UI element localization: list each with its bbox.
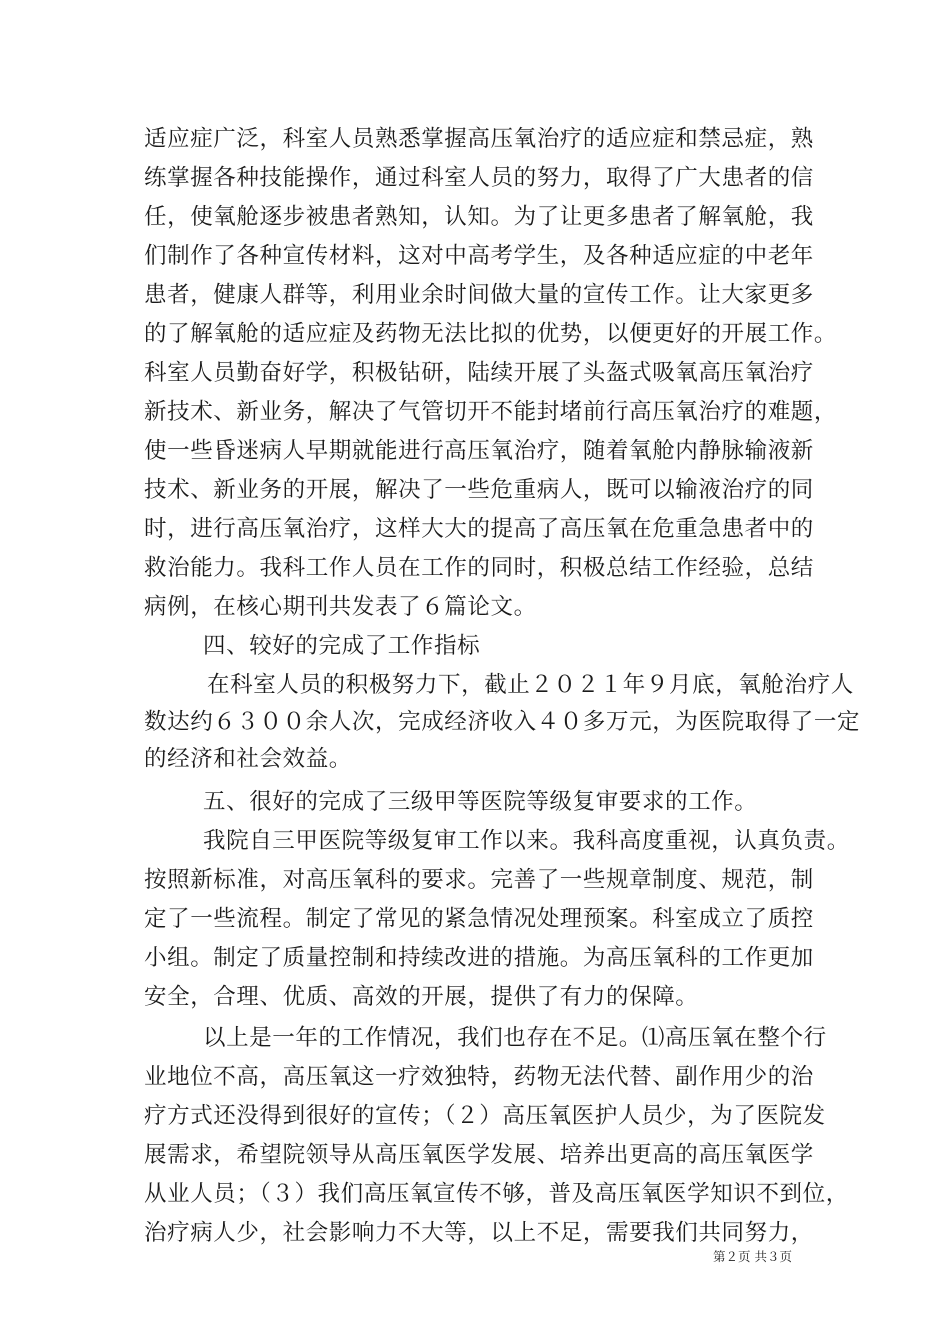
body-text-line: 救治能力。我科工作人员在工作的同时，积极总结工作经验，总结 <box>144 555 814 581</box>
body-text-line: 的经济和社会效益。 <box>144 746 352 772</box>
body-text-line: 治疗病人少，社会影响力不大等，以上不足，需要我们共同努力， <box>144 1220 814 1246</box>
body-text-line: 展需求，希望院领导从高压氧医学发展、培养出更高的高压氧医学 <box>144 1142 814 1168</box>
body-text-line: 使一些昏迷病人早期就能进行高压氧治疗，随着氧舱内静脉输液新 <box>144 438 814 464</box>
body-text-line: 业地位不高，高压氧这一疗效独特，药物无法代替、副作用少的治 <box>144 1064 814 1090</box>
body-text-line: 们制作了各种宣传材料，这对中高考学生，及各种适应症的中老年 <box>144 243 814 269</box>
section-heading-4: 四、较好的完成了工作指标 <box>203 633 481 659</box>
body-text-line: 定了一些流程。制定了常见的紧急情况处理预案。科室成立了质控 <box>144 906 814 932</box>
body-text-line: 小组。制定了质量控制和持续改进的措施。为高压氧科的工作更加 <box>144 945 814 971</box>
body-text-line: 以上是一年的工作情况，我们也存在不足。⑴高压氧在整个行 <box>203 1025 827 1051</box>
body-text-line: 新技术、新业务，解决了气管切开不能封堵前行高压氧治疗的难题， <box>144 399 838 425</box>
body-text-line: 技术、新业务的开展，解决了一些危重病人，既可以输液治疗的同 <box>144 477 814 503</box>
body-text-line: 练掌握各种技能操作，通过科室人员的努力，取得了广大患者的信 <box>144 165 814 191</box>
body-text-line: 时，进行高压氧治疗，这样大大的提高了高压氧在危重急患者中的 <box>144 516 814 542</box>
body-text-line: 适应症广泛，科室人员熟悉掌握高压氧治疗的适应症和禁忌症，熟 <box>144 126 814 152</box>
body-text-line: 患者，健康人群等，利用业余时间做大量的宣传工作。让大家更多 <box>144 282 814 308</box>
body-text-line: 在科室人员的积极努力下，截止２０２１年９月底，氧舱治疗人 <box>207 672 854 698</box>
body-text-line: 病例，在核心期刊共发表了６篇论文。 <box>144 594 537 620</box>
body-text-line: 数达约６３００余人次，完成经济收入４０多万元，为医院取得了一定 <box>144 709 861 735</box>
body-text-line: 按照新标准，对高压氧科的要求。完善了一些规章制度、规范，制 <box>144 867 814 893</box>
body-text-line: 疗方式还没得到很好的宣传；（２）高压氧医护人员少，为了医院发 <box>144 1103 826 1129</box>
body-text-line: 安全，合理、优质、高效的开展，提供了有力的保障。 <box>144 984 699 1010</box>
body-text-line: 任，使氧舱逐步被患者熟知，认知。为了让更多患者了解氧舱，我 <box>144 204 814 230</box>
body-text-line: 的了解氧舱的适应症及药物无法比拟的优势，以便更好的开展工作。 <box>144 321 838 347</box>
body-text-line: 我院自三甲医院等级复审工作以来。我科高度重视，认真负责。 <box>203 828 850 854</box>
section-heading-5: 五、很好的完成了三级甲等医院等级复审要求的工作。 <box>203 789 758 815</box>
body-text-line: 科室人员勤奋好学，积极钻研，陆续开展了头盔式吸氧高压氧治疗 <box>144 360 814 386</box>
page-number: 第２页 共３页 <box>713 1249 792 1264</box>
body-text-line: 从业人员；（３）我们高压氧宣传不够，普及高压氧医学知识不到位， <box>144 1181 849 1207</box>
